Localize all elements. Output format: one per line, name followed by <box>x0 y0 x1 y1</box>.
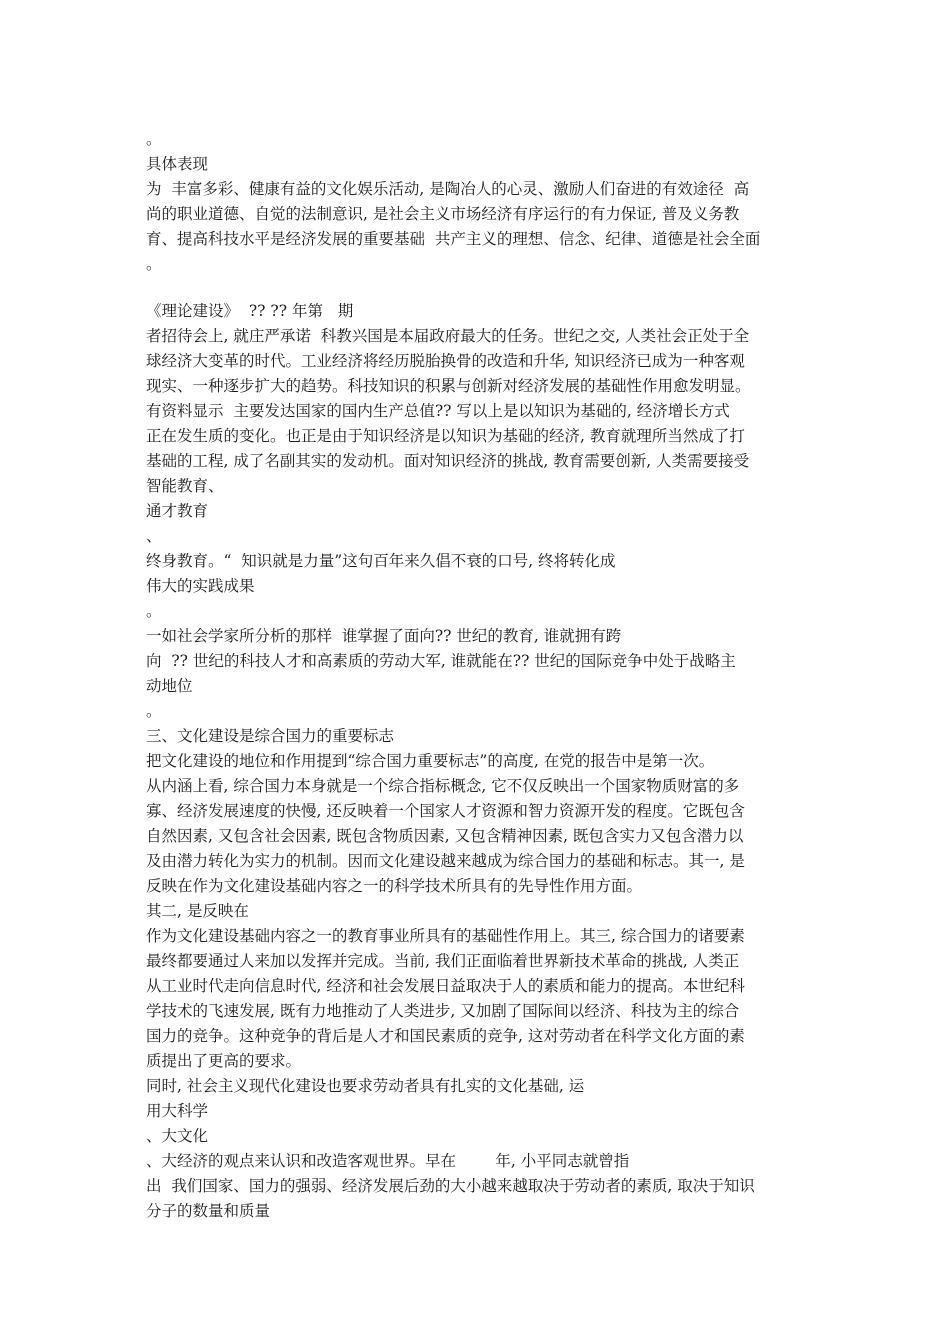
text-line-3: 为 丰富多彩、健康有益的文化娱乐活动, 是陶冶人的心灵、激励人们奋进的有效途径 高 <box>146 180 750 198</box>
text-line-37: 质提出了更高的要求。 <box>146 1052 302 1070</box>
text-line-2: 具体表现 <box>146 155 209 173</box>
text-line-40: 、大文化 <box>146 1127 209 1145</box>
text-line-19: 。 <box>146 602 162 620</box>
text-line-17: 终身教育。“ 知识就是力量”这句百年来久倡不衰的口号, 终将转化成 <box>146 552 616 570</box>
text-line-20: 一如社会学家所分析的那样 谁掌握了面向?? 世纪的教育, 谁就拥有跨 <box>146 627 622 645</box>
text-line-11: 有资料显示 主要发达国家的国内生产总值?? 写以上是以知识为基础的, 经济增长方式 <box>146 402 730 420</box>
text-line-27: 寡、经济发展速度的快慢, 还反映着一个国家人才资源和智力资源开发的程度。它既包含 <box>146 802 745 820</box>
text-line-34: 从工业时代走向信息时代, 经济和社会发展日益取决于人的素质和能力的提高。本世纪科 <box>146 977 745 995</box>
text-line-33: 最终都要通过人来加以发挥并完成。当前, 我们正面临着世界新技术革命的挑战, 人类正 <box>146 952 740 970</box>
text-line-23: 。 <box>146 702 162 720</box>
text-line-14: 智能教育、 <box>146 477 224 495</box>
text-line-4: 尚的职业道德、自觉的法制意识, 是社会主义市场经济有序运行的有力保证, 普及义务教 <box>146 205 740 223</box>
text-line-30: 反映在作为文化建设基础内容之一的科学技术所具有的先导性作用方面。 <box>146 877 643 895</box>
text-line-28: 自然因素, 又包含社会因素, 既包含物质因素, 又包含精神因素, 既包含实力又包含潜力以 <box>146 827 744 845</box>
text-line-6: 。 <box>146 255 162 273</box>
text-line-13: 基础的工程, 成了名副其实的发动机。面对知识经济的挑战, 教育需要创新, 人类需要接受 <box>146 452 750 470</box>
text-line-42: 出 我们国家、国力的强弱、经济发展后劲的大小越来越取决于劳动者的素质, 取决于知识 <box>146 1177 755 1195</box>
text-line-18: 伟大的实践成果 <box>146 577 255 595</box>
text-line-29: 及由潜力转化为实力的机制。因而文化建设越来越成为综合国力的基础和标志。其一, 是 <box>146 852 745 870</box>
text-line-35: 学技术的飞速发展, 既有力地推动了人类进步, 又加剧了国际间以经济、科技为主的综合 <box>146 1002 740 1020</box>
text-line-31: 其二, 是反映在 <box>146 902 249 920</box>
text-line-5: 育、提高科技水平是经济发展的重要基础 共产主义的理想、信念、纪律、道德是社会全面 <box>146 230 761 248</box>
text-line-43: 分子的数量和质量 <box>146 1202 271 1220</box>
journal-header: 《理论建设》 ?? ?? 年第 期 <box>146 302 354 320</box>
text-line-36: 国力的竞争。这种竞争的背后是人才和国民素质的竞争, 这对劳动者在科学文化方面的素 <box>146 1027 745 1045</box>
text-line-39: 用大科学 <box>146 1102 209 1120</box>
section-heading: 三、文化建设是综合国力的重要标志 <box>146 727 395 745</box>
text-line-15: 通才教育 <box>146 502 209 520</box>
text-line-9: 球经济大变革的时代。工业经济将经历脱胎换骨的改造和升华, 知识经济已成为一种客观 <box>146 352 745 370</box>
text-line-21: 向 ?? 世纪的科技人才和高素质的劳动大军, 谁就能在?? 世纪的国际竞争中处于战略主 <box>146 652 736 670</box>
text-line-8: 者招待会上, 就庄严承诺 科教兴国是本届政府最大的任务。世纪之交, 人类社会正处于全 <box>146 327 750 345</box>
text-line-25: 把文化建设的地位和作用提到“综合国力重要标志”的高度, 在党的报告中是第一次。 <box>146 752 715 770</box>
text-line-1: 。 <box>146 130 162 148</box>
text-line-26: 从内涵上看, 综合国力本身就是一个综合指标概念, 它不仅反映出一个国家物质财富的多 <box>146 777 740 795</box>
text-line-41: 、大经济的观点来认识和改造客观世界。早在 年, 小平同志就曾指 <box>146 1152 630 1170</box>
text-line-10: 现实、一种逐步扩大的趋势。科技知识的积累与创新对经济发展的基础性作用愈发明显。 <box>146 377 751 395</box>
text-line-16: 、 <box>146 527 162 545</box>
text-line-12: 正在发生质的变化。也正是由于知识经济是以知识为基础的经济, 教育就理所当然成了打 <box>146 427 745 445</box>
text-line-32: 作为文化建设基础内容之一的教育事业所具有的基础性作用上。其三, 综合国力的诸要素 <box>146 927 745 945</box>
text-line-38: 同时, 社会主义现代化建设也要求劳动者具有扎实的文化基础, 运 <box>146 1077 585 1095</box>
text-line-22: 动地位 <box>146 677 193 695</box>
